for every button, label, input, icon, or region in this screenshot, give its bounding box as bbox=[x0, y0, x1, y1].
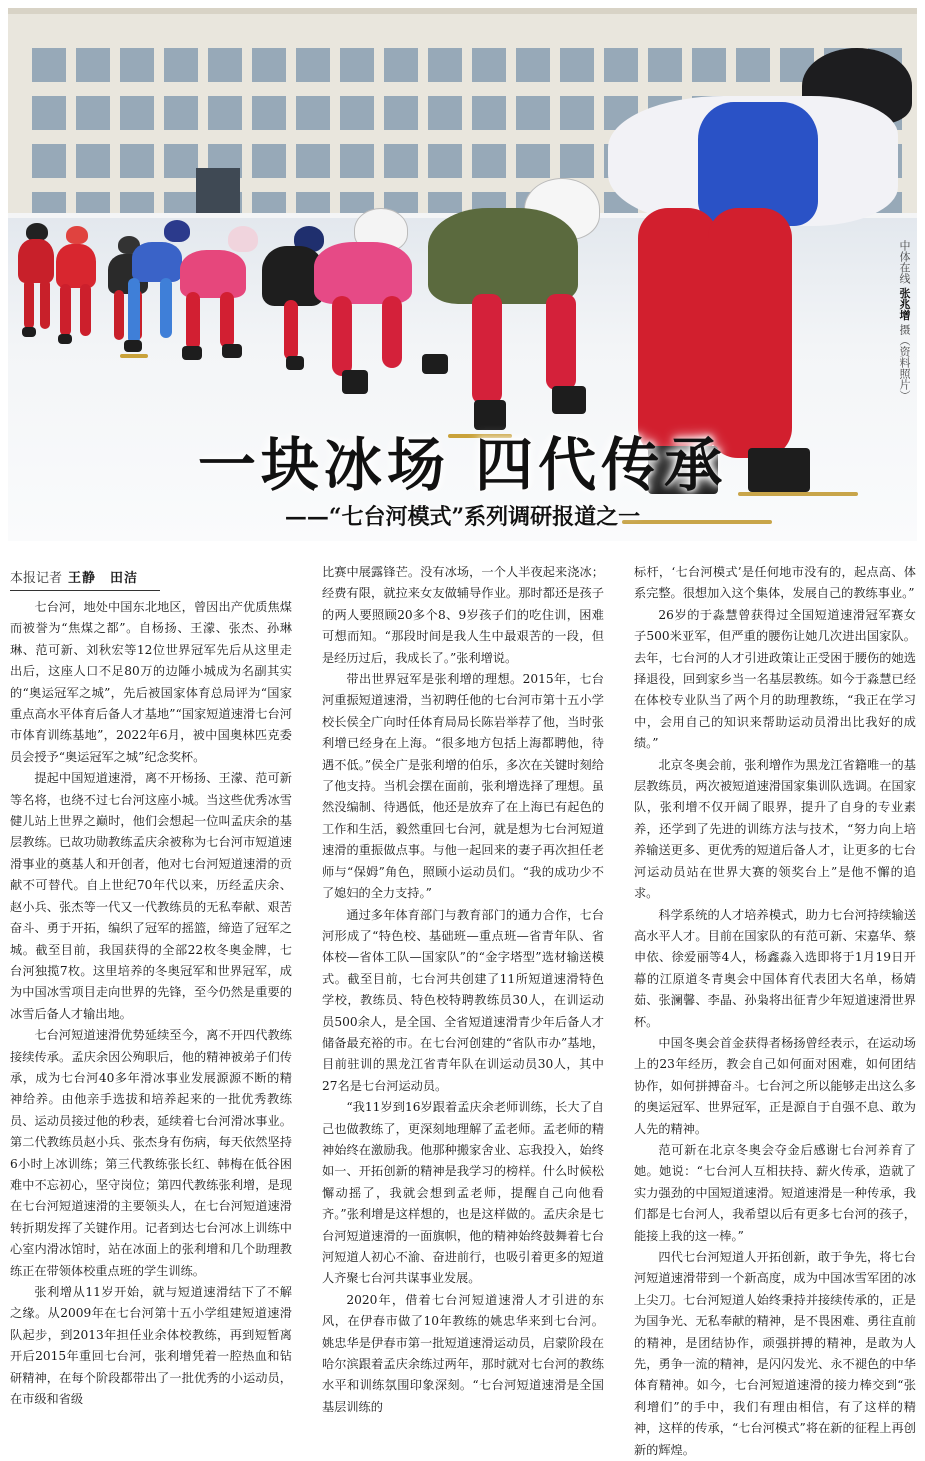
paragraph: 标杆，‘七台河模式’是任何地市没有的，起点高、体系完整。很想加入这个集体，发展自己的教练事业。” bbox=[634, 565, 916, 601]
skater bbox=[50, 226, 100, 348]
paragraph: 比赛中展露锋芒。没有冰场，一个人半夜起来浇冰；经费有限，就拉来女友做辅导作业。那时都还是孩子的两人要照顾20多个8、9岁孩子们的吃住训，困难可想而知。“那段时间是我人生中最艰苦的一段，但是经历过后，我成长了。”张利增说。 bbox=[322, 565, 604, 665]
paragraph: 2020年，借着七台河短道速滑人才引进的东风，在伊春市做了10年教练的姚忠华来到七台河。姚忠华是伊春市第一批短道速滑运动员，启蒙阶段在哈尔滨跟着孟庆余练过两年，那时就对七台河的教练水平和训练氛围印象深刻。“七台河短道速滑是全国基层训练的 bbox=[322, 1292, 604, 1414]
byline-names: 王静 田洁 bbox=[68, 571, 139, 586]
paragraph: “我11岁到16岁跟着孟庆余老师训练，长大了自己也做教练了，更深刻地理解了孟老师。孟老师的精神始终在激励我。他那种搬家舍业、忘我投入，始终如一、开拓创新的精神是我学习的榜样。什么时候松懈动摇了，我就会想到孟老师，提醒自己向他看齐。”张利增是这样想的，也是这样做的。孟庆余是七台河短道速滑的一面旗帜，他的精神始终鼓舞着七台河短道人初心不渝、奋进前行，也吸引着更多的短道人齐聚七台河共谋事业发展。 bbox=[322, 1100, 604, 1286]
photo-credit-suffix: 摄（资料照片） bbox=[898, 324, 911, 401]
photo-credit bbox=[892, 240, 910, 401]
paragraph: 四代七台河短道人开拓创新，敢于争先，将七台河短道速滑带到一个新高度，成为中国冰雪军团的冰上尖刀。七台河短道人始终秉持并接续传承的，正是为国争光、无私奉献的精神，是不畏困难、勇往直前的精神，是团结协作，顽强拼搏的精神，是敢为人先，勇争一流的精神，是闪闪发光、永不褪色的中华体育精神。如今，七台河短道速滑的接力棒交到“张利增们”的手中，我们有理由相信，有了这样的精神，这样的传承，“七台河模式”将在新的征程上再创新的辉煌。 bbox=[634, 1250, 916, 1457]
photo-credit-prefix: 中体在线 bbox=[898, 240, 911, 284]
article-column-1 bbox=[10, 570, 292, 1410]
paragraph: 七台河，地处中国东北地区，曾因出产优质焦煤而被誉为“焦煤之都”。自杨扬、王濛、张杰、孙琳琳、范可新、刘秋宏等12位世界冠军先后从这里走出后，这座人口不足80万的边陲小城成为名副其实的“奥运冠军之城”，先后被国家体育总局评为“国家重点高水平体育后备人才基地”“国家短道速滑七台河市体育训练基地”，2022年6月，被中国奥林匹克委员会授予“奥运冠军之城”纪念奖杯。 bbox=[10, 600, 292, 764]
paragraph: 提起中国短道速滑，离不开杨扬、王濛、范可新等名将，也绕不过七台河这座小城。当这些优秀冰雪健儿站上世界之巅时，他们会想起一位叫孟庆余的基层教练。已故功勋教练孟庆余被称为七台河市短道速滑事业的奠基人和开创者，他对七台河短道速滑的贡献不可替代。自上世纪70年代以来，历经孟庆余、赵小兵、张杰等一代又一代教练员的无私奉献、艰苦奋斗、勇于开拓，编织了冠军的摇篮，缔造了冠军之城。截至目前，我国获得的全部22枚冬奥金牌，七台河独揽7枚。这里培养的冬奥冠军和世界冠军，成为中国冰雪项目走向世界的先锋，至今仍然是重要的冰雪后备人才输出地。 bbox=[10, 771, 292, 1021]
subheadline: ——“七台河模式”系列调研报道之一 bbox=[284, 504, 641, 530]
paragraph: 张利增从11岁开始，就与短道速滑结下了不解之缘。从2009年在七台河第十五小学组建短道速滑队起步，到2013年担任业余体校教练，再到短暂离开后2015年重回七台河，张利增凭着一腔热血和钻研精神，在每个阶段都带出了一批优秀的小运动员，在市级和省级 bbox=[10, 1285, 292, 1407]
paragraph: 七台河短道速滑优势延续至今，离不开四代教练接续传承。孟庆余因公殉职后，他的精神被弟子们传承，成为七台河40多年滑冰事业发展源源不断的精神给养。由他亲手选拔和培养起来的一批优秀教练员、运动员接过他的秒表，延续着七台河滑冰事业。第二代教练员赵小兵、张杰身有伤病，每天依然坚持6小时上冰训练；第三代教练张长红、韩梅在低谷困难中不忘初心，坚守岗位；第四代教练张利增，是现在七台河短道速滑的主要领头人，在七台河短道速滑转折期发挥了关键作用。记者到达七台河冰上训练中心室内滑冰馆时，站在冰面上的张利增和几个助理教练正在带领体校重点班的学生训练。 bbox=[10, 1028, 292, 1278]
hero-photo bbox=[8, 8, 917, 541]
skater bbox=[176, 226, 256, 366]
article-column-2 bbox=[322, 562, 604, 1418]
paragraph: 北京冬奥会前，张利增作为黑龙江省籍唯一的基层教练员，两次被短道速滑国家集训队选调。在国家队，张利增不仅开阔了眼界，提升了自身的专业素养，还学到了先进的训练方法与技术，“努力向上培养输送更多、更优秀的短道后备人才，让更多的七台河运动员站在世界大赛的领奖台上”是他不懈的追求。 bbox=[634, 757, 916, 901]
paragraph: 范可新在北京冬奥会夺金后感谢七台河养育了她。她说：“七台河人互相扶持、薪火传承，造就了实力强劲的中国短道速滑。短道速滑是一种传承，我们都是七台河人，我希望以后有更多七台河的孩子，能接上我的这一棒。” bbox=[634, 1142, 916, 1243]
article-column-3 bbox=[634, 562, 916, 1461]
byline bbox=[10, 570, 160, 591]
byline-label: 本报记者 bbox=[10, 571, 63, 586]
paragraph: 科学系统的人才培养模式，助力七台河持续输送高水平人才。目前在国家队的有范可新、宋嘉华、蔡申依、徐爱丽等4人，杨鑫淼入选即将于1月19日开幕的江原道冬青奥会中国体育代表团大名单，杨婧茹、张澜馨、李晶、孙枭将出征青少年短道速滑世界杯。 bbox=[634, 907, 916, 1029]
skater bbox=[312, 204, 442, 404]
photo-credit-name: 张兆增 bbox=[898, 287, 911, 321]
paragraph: 带出世界冠军是张利增的理想。2015年，七台河重振短道速滑，当初聘任他的七台河市第十五小学校长侯全广向时任体育局局长陈岩举荐了他，当时张利增已经身在上海。“很多地方包括上海都聘他，待遇不低。”侯全广是张利增的伯乐，多次在关键时刻给了他支持。当机会摆在面前，张利增选择了理想。虽然没编制、待遇低，他还是放弃了在上海已有起色的工作和生活，毅然重回七台河，就是想为七台河短道速滑的重振做点事。与他一起回来的妻子再次担任老师与“保姆”角色，照顾小运动员们。“我的成功少不了媳妇的全力支持。” bbox=[322, 672, 604, 901]
headline: 一块冰场 四代传承 bbox=[197, 431, 728, 499]
paragraph: 通过多年体育部门与教育部门的通力合作，七台河形成了“特色校、基础班—重点班—省青年队、省体校—省体工队—国家队”的“金字塔型”选材输送模式。截至目前，七台河共创建了11所短道速滑特色学校，教练员、特色校特聘教练员30人，在训运动员500余人，是全国、全省短道速滑青少年后备人才储备最充裕的市。在七台河创建的“省队市办”基地，目前驻训的黑龙江省青年队在训运动员30人，其中27名是七台河运动员。 bbox=[322, 907, 604, 1093]
paragraph: 26岁的于淼慧曾获得过全国短道速滑冠军赛女子500米亚军，但严重的腰伤让她几次进出国家队。去年，七台河的人才引进政策让正受困于腰伤的她选择退役，回到家乡当一名基层教练。如今于淼慧已经在体校专业队当了两个月的助理教练，“我正在学习中，会用自己的知识来帮助运动员滑出比我好的成绩。” bbox=[634, 607, 916, 751]
paragraph: 中国冬奥会首金获得者杨扬曾经表示，在运动场上的23年经历，教会自己如何面对困难，如何团结协作，如何拼搏奋斗。七台河之所以能够走出这么多的奥运冠军、世界冠军，正是源自于自强不息、敢为人先的精神。 bbox=[634, 1035, 916, 1136]
